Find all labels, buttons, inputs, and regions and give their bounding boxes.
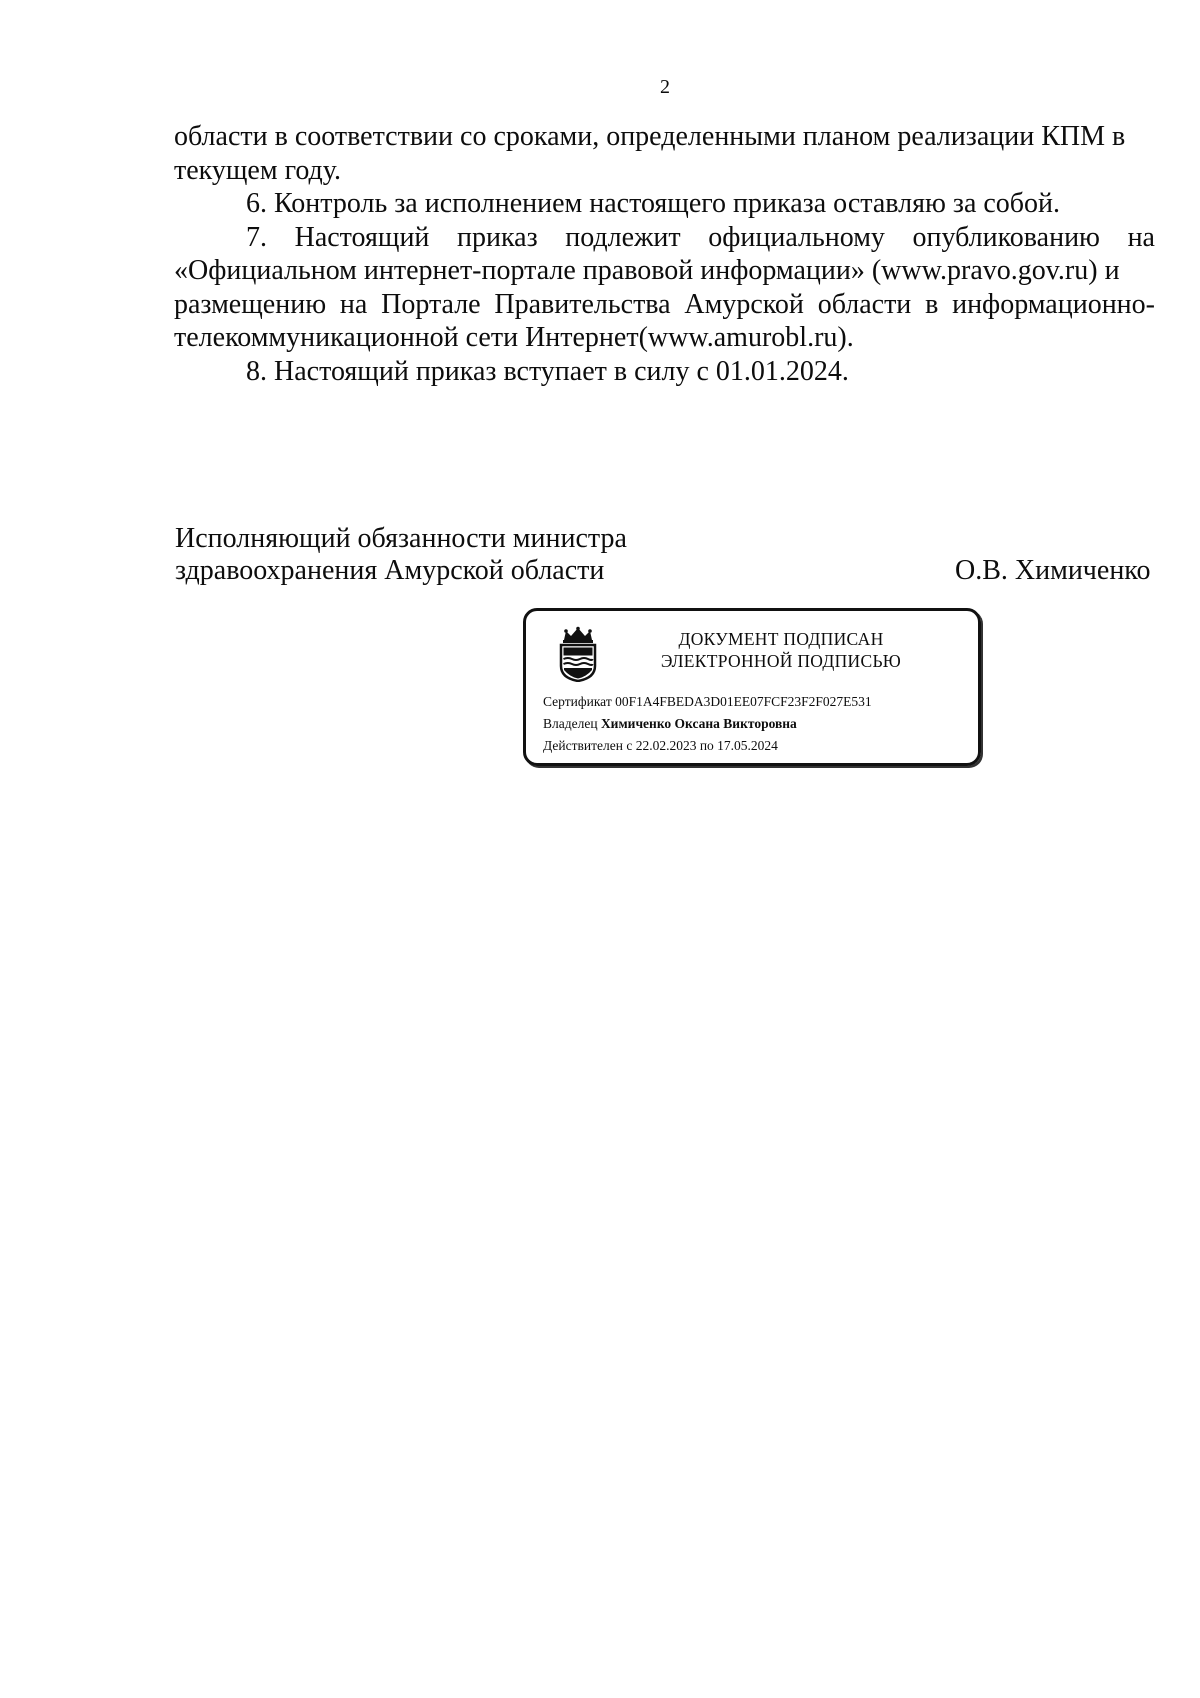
item-7-line-2: «Официальном интернет-портале правовой информации» (www.pravo.gov.ru) и xyxy=(174,255,1120,286)
paragraph-continuation-line-1: области в соответствии со сроками, определенными планом реализации КПМ в xyxy=(174,121,1126,152)
owner-value: Химиченко Оксана Викторовна xyxy=(600,716,797,731)
valid-from-label: с xyxy=(626,738,633,753)
stamp-owner-row xyxy=(543,713,872,735)
certificate-label: Сертификат xyxy=(543,694,612,709)
signatory-position-line-2: здравоохранения Амурской области xyxy=(175,555,605,586)
signatory-position xyxy=(175,523,627,587)
stamp-title-line-2: ЭЛЕКТРОННОЙ ПОДПИСЬЮ xyxy=(660,651,902,671)
item-6: 6. Контроль за исполнением настоящего приказа оставляю за собой. xyxy=(246,188,1061,219)
signatory-name: О.В. Химиченко xyxy=(955,555,1151,586)
valid-from-date: 22.02.2023 xyxy=(635,738,697,753)
certificate-value: 00F1A4FBEDA3D01EE07FCF23F2F027E531 xyxy=(615,694,872,709)
stamp-validity-row xyxy=(543,735,872,757)
electronic-signature-stamp xyxy=(523,608,981,766)
item-7-line-4: телекоммуникационной сети Интернет(www.amurobl.ru). xyxy=(174,322,854,353)
valid-to-label: по xyxy=(699,738,714,753)
stamp-certificate-row xyxy=(543,691,872,713)
signatory-position-line-1: Исполняющий обязанности министра xyxy=(175,523,627,554)
valid-label: Действителен xyxy=(543,738,623,753)
owner-label: Владелец xyxy=(543,716,598,731)
paragraph-continuation-line-2: текущем году. xyxy=(174,154,342,186)
document-body xyxy=(174,120,1155,388)
item-7-line-3: размещению на Портале Правительства Амурской области в информационно- xyxy=(174,288,1155,320)
stamp-title-line-1: ДОКУМЕНТ ПОДПИСАН xyxy=(678,629,884,649)
page-number: 2 xyxy=(660,76,670,98)
item-7-line-1: 7. Настоящий приказ подлежит официальному опубликованию на xyxy=(246,221,1155,253)
stamp-title xyxy=(636,628,926,672)
valid-to-date: 17.05.2024 xyxy=(717,738,778,753)
stamp-details xyxy=(543,691,872,757)
item-8: 8. Настоящий приказ вступает в силу с 01.01.2024. xyxy=(246,355,849,387)
amur-region-coat-of-arms-icon xyxy=(556,626,600,682)
